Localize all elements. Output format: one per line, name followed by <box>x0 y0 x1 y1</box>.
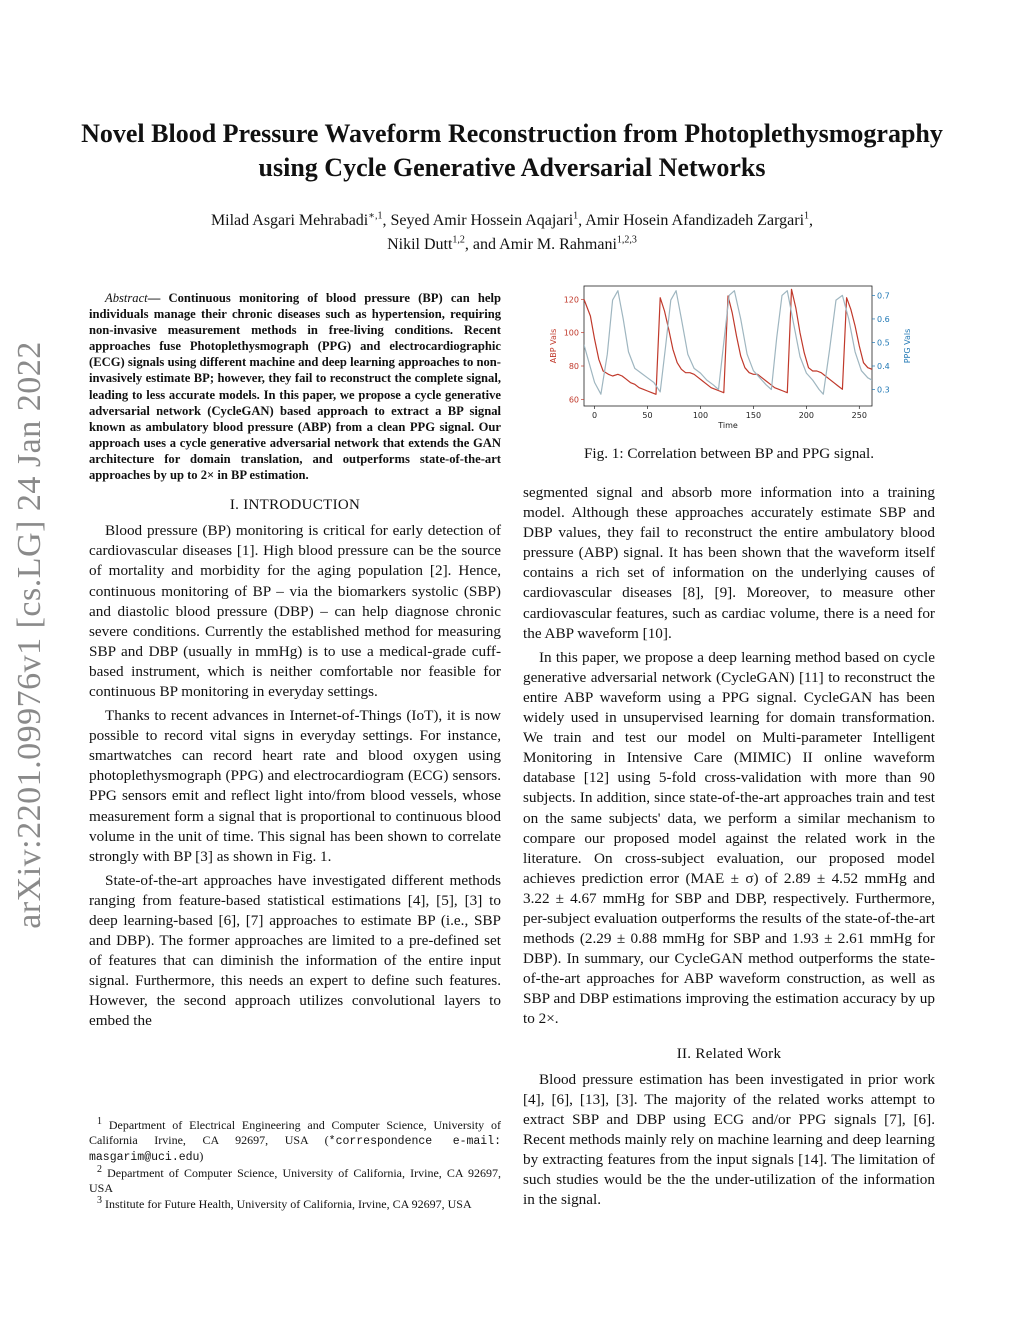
author-name: Amir Hosein Afandizadeh Zargari <box>585 212 805 229</box>
section-heading-introduction: I. INTRODUCTION <box>229 497 361 514</box>
x-tick-label: 100 <box>692 411 709 420</box>
y-right-tick-label: 0.3 <box>877 385 890 395</box>
footnote-2 <box>89 1166 501 1196</box>
y-right-tick-label: 0.6 <box>877 314 890 324</box>
author-affiliation: ∗,1 <box>368 210 383 222</box>
y-left-tick-label: 60 <box>568 395 579 405</box>
x-tick-label: 0 <box>592 411 598 420</box>
author-affiliation: 1,2,3 <box>616 234 637 246</box>
abstract-text: Continuous monitoring of blood pressure (BP) can help individuals manage their chronic diseases such as hypertension, requiring non-invasive measurement methods in free-living conditions. Recent approaches fuse Photoplethysmograph (PPG) and electrocardiographic (ECG) signals using different machine and deep learning approaches to non-invasively estimate BP; however, they fail to reconstruct the complete signal, leading to less accurate models. In this paper, we propose a cycle generative adversarial network (CycleGAN) based approach to extract a BP signal known as ambulatory blood pressure (ABP) from a clean PPG signal. Our approach uses a cycle generative adversarial network that extends the GAN architecture for domain translation, and outperforms state-of-the-art approaches by up to 2× in BP estimation. <box>89 291 501 483</box>
figure-1-chart <box>542 278 922 438</box>
author-line-1 <box>60 209 964 233</box>
footnote-1 <box>89 1118 501 1165</box>
abstract <box>89 290 501 483</box>
footnote-email: *correspondence e-mail: masgarim@uci.edu <box>89 1135 501 1164</box>
y-right-tick-label: 0.5 <box>877 338 890 348</box>
abstract-label: Abstract <box>105 291 148 305</box>
author-separator: , <box>809 212 814 229</box>
author-line-2 <box>60 233 964 257</box>
right-column <box>523 483 935 1214</box>
section-heading-related-work: II. Related Work <box>676 1045 782 1062</box>
footnote-number: 1 <box>97 1116 102 1127</box>
x-tick-label: 200 <box>798 411 814 420</box>
footnotes <box>89 1118 501 1213</box>
footnote-text: Institute for Future Health, University of California, Irvine, CA 92697, USA <box>105 1197 472 1211</box>
author-name: Milad Asgari Mehrabadi <box>210 212 369 229</box>
footnote-text: Department of Computer Science, University of California, Irvine, CA 92697, USA <box>89 1166 501 1195</box>
author-separator: , and <box>464 236 500 253</box>
paragraph: State-of-the-art approaches have investigated different methods ranging from feature-based statistical estimations [4], [5], [3] to deep learning-based [6], [7] approaches to estimate BP (i.e., SBP and DBP). The former approaches are limited to a pre-defined set of features that can diminish the information of the entire input signal. Furthermore, this needs an expert to define such features. However, the second approach utilizes convolutional layers to embed the <box>89 871 501 1030</box>
author-name: Nikil Dutt <box>387 236 453 253</box>
y-right-tick-label: 0.7 <box>877 291 890 301</box>
author-name: Amir M. Rahmani <box>499 236 617 253</box>
author-separator: , <box>578 212 586 229</box>
author-name: Seyed Amir Hossein Aqajari <box>390 212 574 229</box>
author-separator: , <box>382 212 391 229</box>
author-list <box>60 209 964 257</box>
x-axis-label: Time <box>718 421 738 430</box>
abstract-dash: — <box>147 291 169 305</box>
paragraph: Blood pressure estimation has been investigated in prior work [4], [6], [13], [3]. The majority of the related works attempt to extract SBP and DBP using ECG and/or PPG signals [7], [6]. Recent methods mainly rely on machine learning and deep learning by extracting features from the input signals [14]. The limitation of such studies would be the the under-utilization of the information in the signal. <box>523 1070 935 1209</box>
left-column <box>89 290 501 1036</box>
paragraph: Thanks to recent advances in Internet-of-Things (IoT), it is now possible to record vital signs in everyday settings. For instance, smartwatches can record heart rate and blood oxygen using photoplethysmograph (PPG) and electrocardiogram (ECG) sensors. PPG sensors emit and reflect light into/from blood vessels, whose measurement form a signal that is proportional to continuous blood volume in the unit of time. This signal has been shown to correlate strongly with BP [3] as shown in Fig. 1. <box>89 707 501 865</box>
x-tick-label: 250 <box>851 411 867 420</box>
paragraph: segmented signal and absorb more information into a training model. Although these approaches accurately estimate SBP and DBP values, they fail to reconstruct the entire ambulatory blood pressure (ABP) signal. It has been shown that the waveform itself contains a rich set of information on the underlying causes of cardiovascular diseases [8], [9]. Moreover, to measure other cardiovascular features, such as cardiac volume, there is a need for the ABP waveform [10]. <box>523 484 935 642</box>
arxiv-side-stamp: arXiv:2201.09976v1 [cs.LG] 24 Jan 2022 <box>11 341 48 929</box>
figure-caption: Fig. 1: Correlation between BP and PPG signal. <box>583 445 875 462</box>
footnote-number: 3 <box>97 1195 102 1206</box>
author-affiliation: 1 <box>804 210 810 222</box>
footnote-tail: ) <box>199 1149 204 1163</box>
footnote-text: Department of Electrical Engineering and Computer Science, University of California Irvine, CA 92697, USA ( <box>89 1118 501 1147</box>
author-affiliation: 1,2 <box>452 234 465 246</box>
paper-title: Novel Blood Pressure Waveform Reconstruction from Photoplethysmography using Cycle Generative Adversarial Networks <box>81 119 943 182</box>
footnote-3 <box>89 1197 501 1212</box>
footnote-number: 2 <box>97 1164 102 1175</box>
x-tick-label: 150 <box>745 411 762 420</box>
y-left-tick-label: 80 <box>568 362 579 371</box>
author-affiliation: 1 <box>573 210 579 222</box>
y-left-tick-label: 100 <box>563 328 579 338</box>
paragraph: Blood pressure (BP) monitoring is critical for early detection of cardiovascular diseases [1]. High blood pressure can be the source of mortality and morbidity for the aging population [2]. Hence, continuous monitoring of BP – via the biomarkers systolic (SBP) and diastolic blood pressure (DBP) – can help diagnose chronic severe conditions. Currently the established method for measuring SBP and DBP (usually in mmHg) is to use a medical-grade cuff-based instrument, which is neither comfortable nor feasible for continuous BP monitoring in everyday settings. <box>89 522 501 700</box>
y-left-tick-label: 120 <box>563 295 579 305</box>
x-tick-label: 50 <box>642 411 653 420</box>
y-right-tick-label: 0.4 <box>877 362 890 371</box>
y-left-axis-label: ABP Vals <box>549 328 558 364</box>
paragraph: In this paper, we propose a deep learning method based on cycle generative adversarial network (CycleGAN) [11] to reconstruct the entire ABP waveform using a PPG signal. CycleGAN has been widely used in unsupervised learning for domain transformation. We train and test our model on Multi-parameter Intelligent Monitoring in Intensive Care (MIMIC) II online waveform database [12] using 5-fold cross-validation with more than 90 subjects. In addition, since state-of-the-art approaches train and test on the same subjects' data, we perform a similar mechanism to compare our proposed model against the related work in the literature. On cross-subject evaluation, our proposed model achieves prediction error (MAE ± σ) of 2.89 ± 4.52 mmHg and 3.22 ± 4.67 mmHg for SBP and DBP, respectively. Furthermore, per-subject evaluation outperforms the results of the state-of-the-art methods (2.29 ± 0.88 mmHg for SBP and 1.93 ± 2.61 mmHg for DBP). In summary, our CycleGAN method outperforms the state-of-the-art approaches for ABP waveform construction, as well as SBP and DBP estimations improving the estimation accuracy by up to 2×. <box>523 648 935 1028</box>
y-right-axis-label: PPG Vals <box>903 328 912 364</box>
